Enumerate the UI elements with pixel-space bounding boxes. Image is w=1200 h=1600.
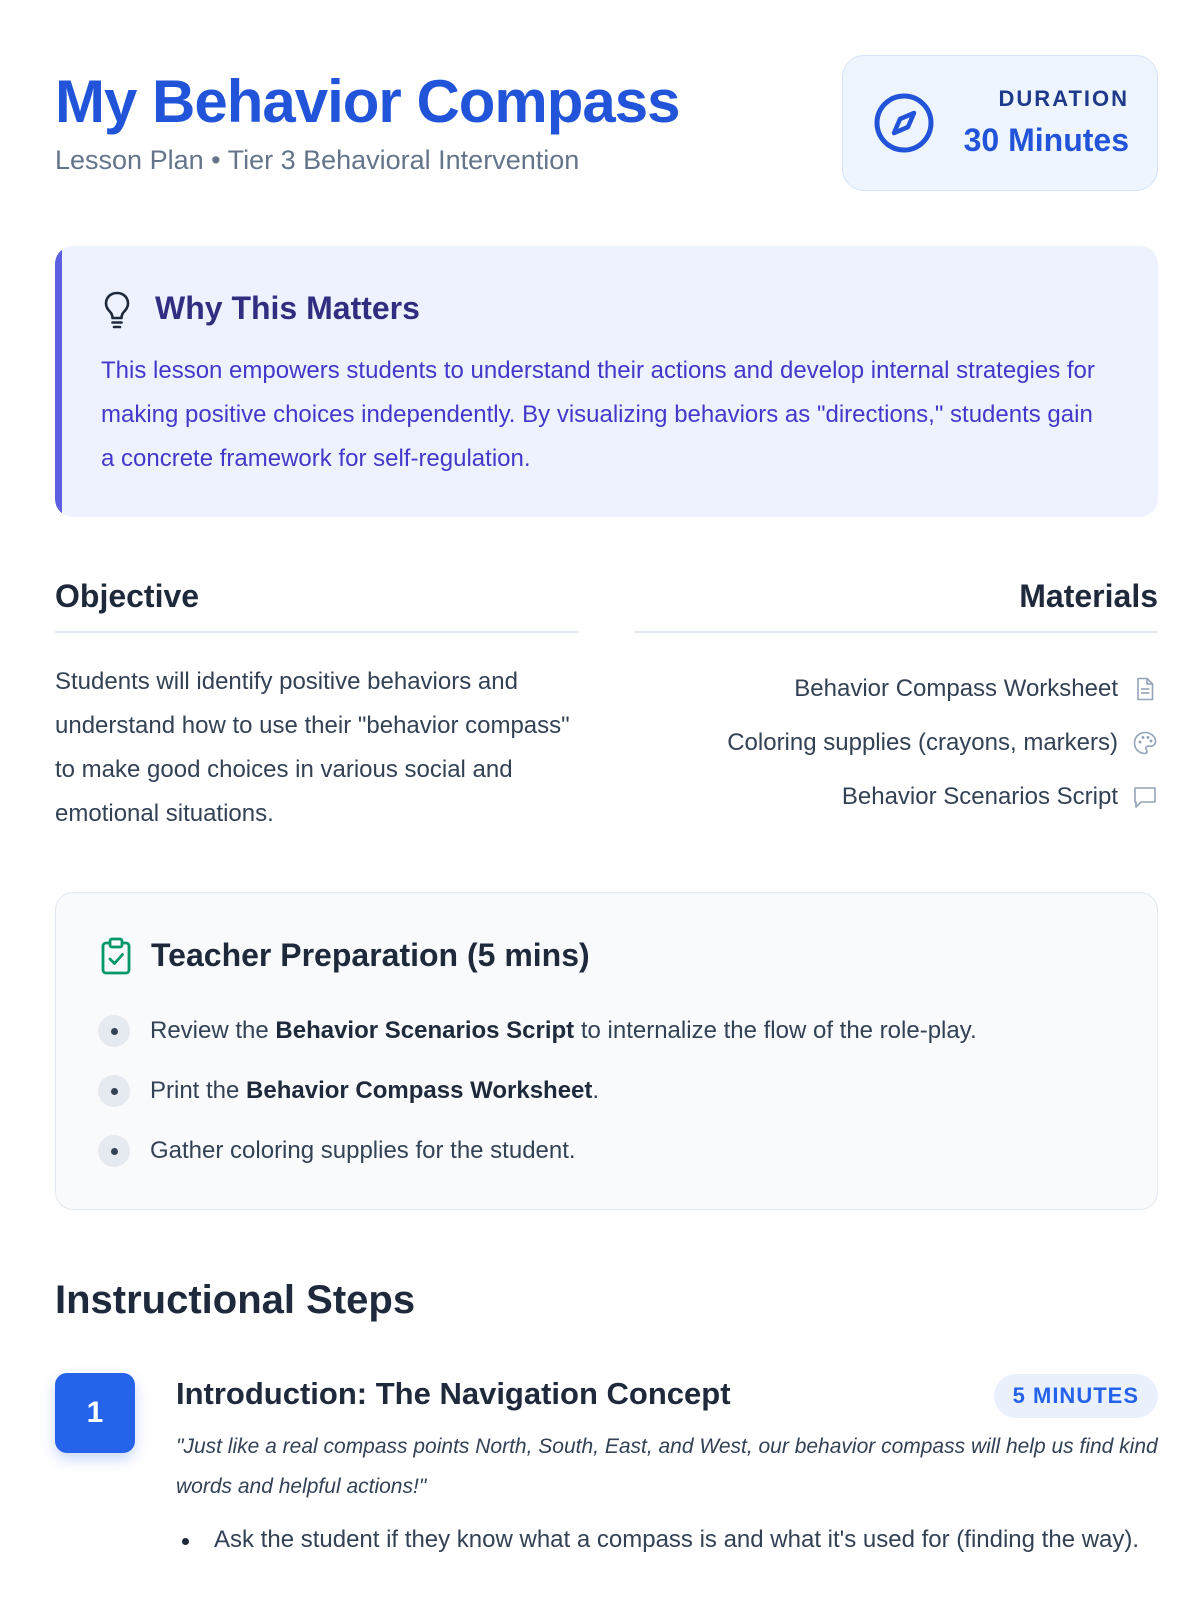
objective-divider (55, 631, 579, 633)
callout-accent-bar (55, 246, 62, 517)
chat-bubble-icon (1132, 784, 1158, 810)
why-title: Why This Matters (155, 290, 420, 326)
why-this-matters-callout (55, 246, 1158, 517)
lesson-plan-page (55, 0, 1158, 1600)
prep-text-bold: Behavior Scenarios Script (275, 1017, 575, 1044)
objective-text: Students will identify positive behaviors and understand how to use their "behavior compass" to make good choices in various social and emotional situations. (55, 668, 570, 827)
instructional-steps-heading: Instructional Steps (55, 1278, 416, 1322)
material-label: Coloring supplies (crayons, markers) (727, 729, 1118, 756)
prep-text-part: to internalize the flow of the role-play. (574, 1017, 977, 1044)
list-item (558, 662, 1158, 716)
prep-item-text (150, 1017, 977, 1045)
header (55, 55, 1158, 195)
teacher-preparation-card (55, 892, 1158, 1210)
prep-text-bold: Behavior Compass Worksheet (246, 1077, 593, 1104)
duration-value: 30 Minutes (963, 122, 1129, 158)
duration-card (842, 55, 1158, 191)
clipboard-check-icon (100, 937, 132, 975)
prep-text-part: Print the (150, 1077, 247, 1104)
prep-text-part: Review the (150, 1017, 276, 1044)
prep-title: Teacher Preparation (5 mins) (151, 937, 590, 973)
list-item (98, 1061, 977, 1121)
step-quote: "Just like a real compass points North, South, East, and West, our behavior compass will help us find kind words and helpful actions!" (176, 1435, 1158, 1498)
list-item (558, 716, 1158, 770)
compass-icon (873, 92, 935, 154)
step-bullet-list (176, 1520, 1161, 1560)
prep-list (98, 1001, 977, 1181)
page-title: My Behavior Compass (55, 68, 680, 135)
materials-heading: Materials (1019, 578, 1158, 614)
material-label: Behavior Compass Worksheet (794, 675, 1118, 702)
prep-text-part: Gather coloring supplies for the student. (150, 1137, 576, 1164)
list-item (558, 770, 1158, 824)
objective-heading: Objective (55, 578, 200, 614)
palette-icon (1132, 730, 1158, 756)
list-item (98, 1121, 977, 1181)
document-icon (1132, 676, 1158, 702)
why-body: This lesson empowers students to understand their actions and develop internal strategies for making positive choices independently. By visualizing behaviors as "directions," students gain a concrete framework for self-regulation. (101, 357, 1095, 472)
prep-item-text (150, 1077, 599, 1105)
page-subtitle: Lesson Plan • Tier 3 Behavioral Intervention (55, 145, 580, 175)
prep-item-text (150, 1137, 576, 1165)
bullet-dot (98, 1015, 130, 1047)
step-title: Introduction: The Navigation Concept (176, 1376, 731, 1411)
bullet-dot (98, 1075, 130, 1107)
bullet-dot (98, 1135, 130, 1167)
materials-divider (634, 631, 1158, 633)
list-item: Ask the student if they know what a compass is and what it's used for (finding the way). (176, 1520, 1161, 1560)
step-duration-badge: 5 MINUTES (994, 1374, 1158, 1418)
step-number-badge: 1 (55, 1373, 135, 1453)
material-label: Behavior Scenarios Script (841, 783, 1118, 810)
duration-label: DURATION (998, 86, 1129, 111)
prep-text-part: . (592, 1077, 600, 1104)
lightbulb-icon (102, 290, 132, 330)
list-item (98, 1001, 977, 1061)
materials-list (558, 662, 1158, 824)
